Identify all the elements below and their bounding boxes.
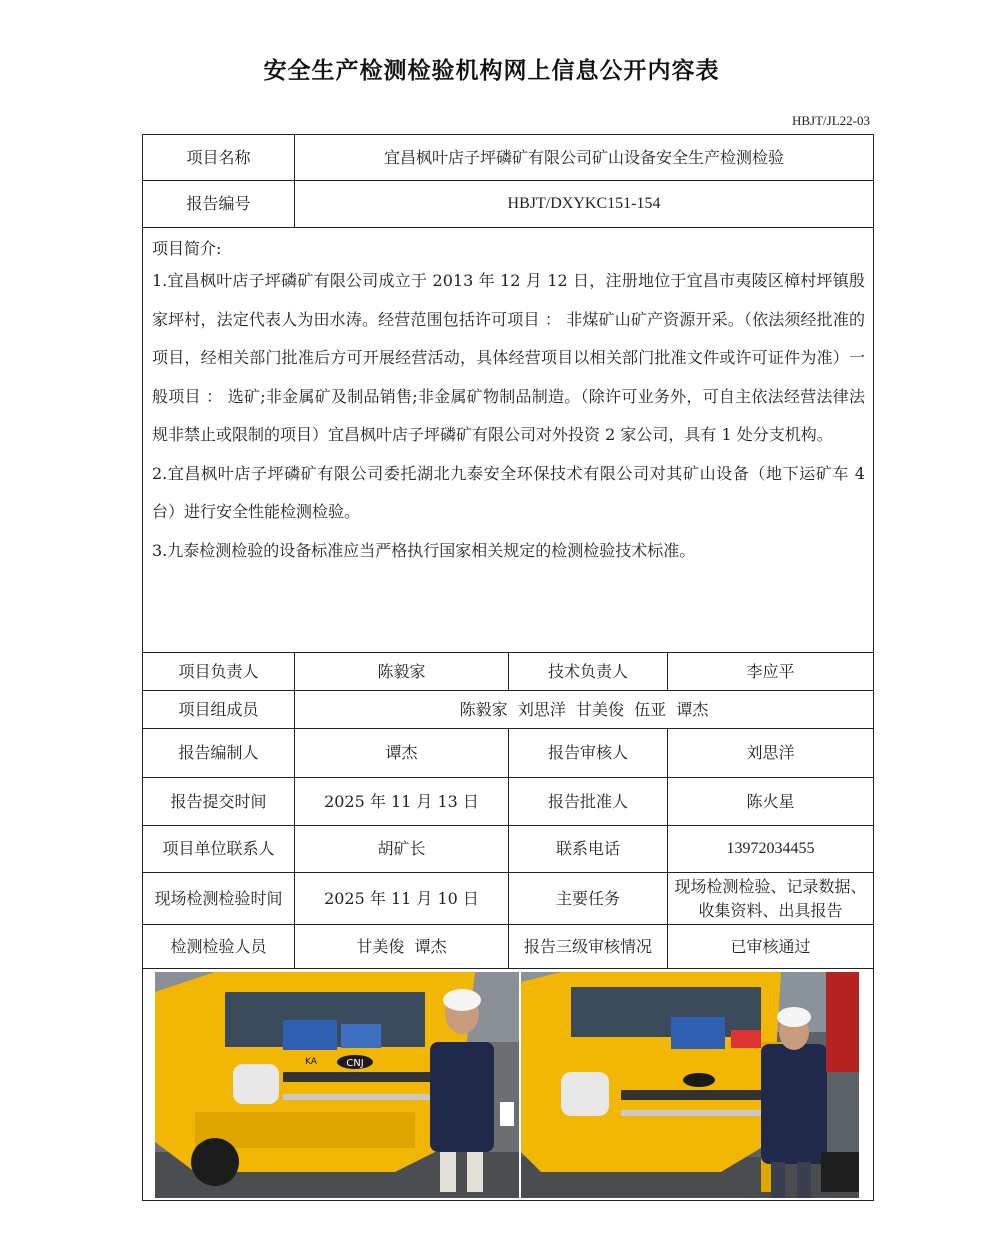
review-status-label: 报告三级审核情况 xyxy=(509,925,668,969)
project-name-label: 项目名称 xyxy=(143,135,295,181)
tech-label: 技术负责人 xyxy=(509,653,668,691)
project-name-value: 宜昌枫叶店子坪磷矿有限公司矿山设备安全生产检测检验 xyxy=(295,135,874,181)
task-value: 现场检测检验、记录数据、收集资料、出具报告 xyxy=(668,873,874,925)
ka-badge-text: KA xyxy=(305,1057,317,1067)
phone-value: 13972034455 xyxy=(668,826,874,873)
intro-paragraph-3: 3.九泰检测检验的设备标准应当严格执行国家相关规定的检测检验技术标准。 xyxy=(152,540,696,560)
intro-paragraph-2: 2.宜昌枫叶店子坪磷矿有限公司委托湖北九泰安全环保技术有限公司对其矿山设备（地下运矿车 4 台）进行安全性能检测检验。 xyxy=(152,463,865,521)
approver-value: 陈火星 xyxy=(668,778,874,826)
inspectors-value: 甘美俊 谭杰 xyxy=(295,925,509,969)
author-label: 报告编制人 xyxy=(143,729,295,778)
inspection-photo-left xyxy=(155,972,519,1198)
reviewer-label: 报告审核人 xyxy=(509,729,668,778)
report-no-value: HBJT/DXYKC151-154 xyxy=(295,181,874,228)
phone-label: 联系电话 xyxy=(509,826,668,873)
photo-cell xyxy=(143,969,874,1201)
intro-paragraph-1: 1.宜昌枫叶店子坪磷矿有限公司成立于 2013 年 12 月 12 日，注册地位于宜昌市夷陵区樟村坪镇殷家坪村，法定代表人为田水涛。经营范围包括许可项目 ： 非煤矿山矿产资源开采。（依法须经批准的项目，经相关部门批准后方可开展经营活动，具体经营项目以相关部门批准文件或许可证件为准）一般项目 ： 选矿;非金属矿及制品销售;非金属矿物制品制造。（除许可业务外，可自主依法经营法律法规非禁止或限制的项目）宜昌枫叶店子坪磷矿有限公司对外投资 2 家公司，具有 1 处分支机构。 xyxy=(152,271,865,444)
inspectors-label: 检测检验人员 xyxy=(143,925,295,969)
submit-time-value: 2025 年 11 月 13 日 xyxy=(295,778,509,826)
tech-value: 李应平 xyxy=(668,653,874,691)
members-label: 项目组成员 xyxy=(143,691,295,729)
submit-time-label: 报告提交时间 xyxy=(143,778,295,826)
contact-label: 项目单位联系人 xyxy=(143,826,295,873)
report-no-label: 报告编号 xyxy=(143,181,295,228)
author-value: 谭杰 xyxy=(295,729,509,778)
approver-label: 报告批准人 xyxy=(509,778,668,826)
truck-logo-text: CNJ xyxy=(346,1058,364,1069)
leader-value: 陈毅家 xyxy=(295,653,509,691)
leader-label: 项目负责人 xyxy=(143,653,295,691)
page-title: 安全生产检测检验机构网上信息公开内容表 xyxy=(263,58,720,84)
onsite-time-label: 现场检测检验时间 xyxy=(143,873,295,925)
document-number: HBJT/JL22-03 xyxy=(792,113,870,128)
intro-heading: 项目简介: xyxy=(152,239,222,258)
info-table xyxy=(142,134,874,1201)
members-value: 陈毅家 刘思洋 甘美俊 伍亚 谭杰 xyxy=(295,691,874,729)
review-status-value: 已审核通过 xyxy=(668,925,874,969)
contact-value: 胡矿长 xyxy=(295,826,509,873)
task-label: 主要任务 xyxy=(509,873,668,925)
project-intro xyxy=(143,228,874,653)
onsite-time-value: 2025 年 11 月 10 日 xyxy=(295,873,509,925)
reviewer-value: 刘思洋 xyxy=(668,729,874,778)
inspection-photo-right xyxy=(521,972,859,1198)
